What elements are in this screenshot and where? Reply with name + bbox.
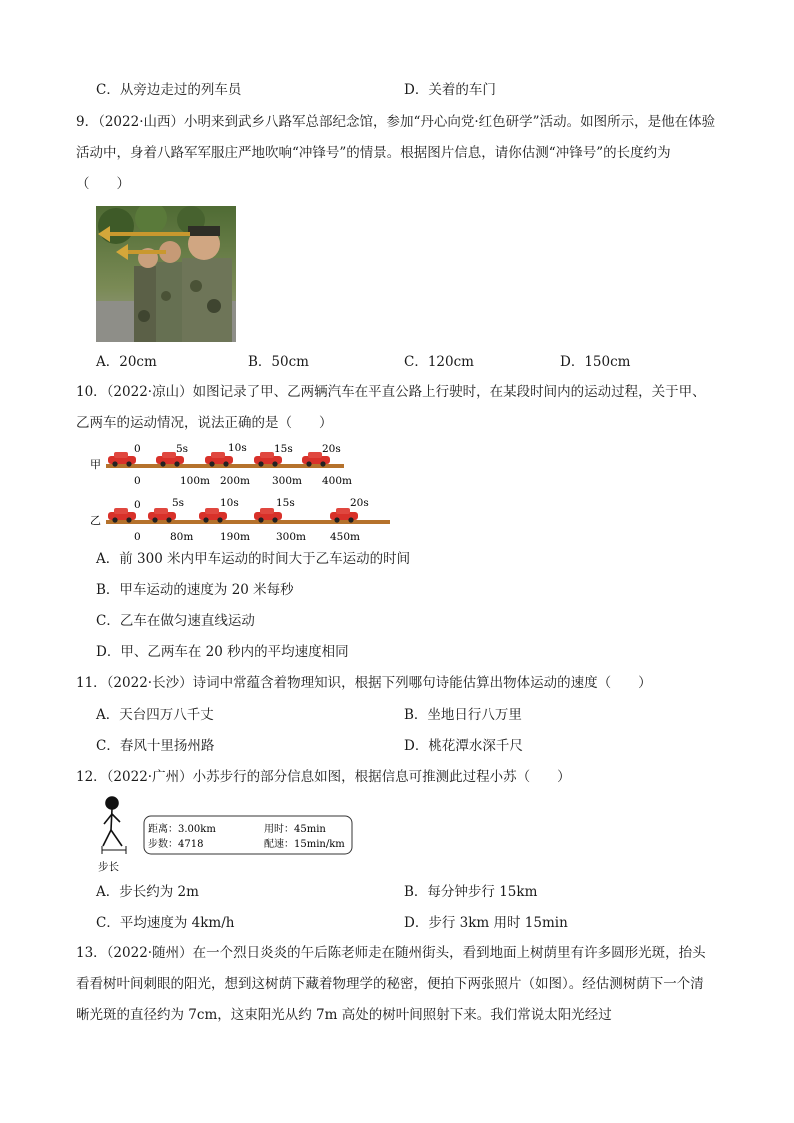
q9-option-d: D．150cm: [560, 354, 631, 370]
dist-jia-1: 100m: [180, 475, 210, 487]
q11-option-a: A．天台四万八千丈: [96, 707, 214, 723]
walk-steps: 步数：4718: [148, 839, 204, 850]
walk-distance: 距离：3.00km: [148, 824, 216, 835]
time-jia-1: 5s: [176, 443, 189, 455]
q12-stem: 12．（2022·广州）小苏步行的部分信息如图，根据信息可推测此过程小苏（ ）: [76, 769, 571, 785]
q9-option-c: C．120cm: [404, 354, 474, 370]
q12-option-d: D．步行 3km 用时 15min: [404, 915, 568, 931]
dist-yi-0: 0: [134, 531, 141, 543]
row-label-jia: 甲: [90, 458, 101, 471]
q10-option-c: C．乙车在做匀速直线运动: [96, 613, 255, 629]
q10-option-b: B．甲车运动的速度为 20 米每秒: [96, 582, 294, 598]
q12-option-b: B．每分钟步行 15km: [404, 884, 538, 900]
dist-yi-3: 300m: [276, 531, 306, 543]
q9-option-a: A．20cm: [96, 354, 157, 370]
q10-stem: 10．（2022·凉山）如图记录了甲、乙两辆汽车在平直公路上行驶时，在某段时间内的运动过程，关于甲、乙两车的运动情况，说法正确的是（ ）: [76, 384, 706, 431]
dist-jia-3: 300m: [272, 475, 302, 487]
dist-yi-1: 80m: [170, 531, 194, 543]
q10-motion-figure: [88, 440, 398, 544]
q12-option-c: C．平均速度为 4km/h: [96, 915, 235, 931]
q12-option-a: A．步长约为 2m: [96, 884, 199, 900]
time-jia-3: 15s: [274, 443, 293, 455]
dist-jia-0: 0: [134, 475, 141, 487]
walker-icon: [103, 797, 122, 846]
q9-bugle-photo: [96, 206, 236, 342]
q8-option-c: C．从旁边走过的列车员: [96, 82, 242, 98]
dist-jia-2: 200m: [220, 475, 250, 487]
time-jia-2: 10s: [228, 442, 247, 454]
time-jia-4: 20s: [322, 443, 341, 455]
time-yi-3: 15s: [276, 497, 295, 509]
time-yi-0: 0: [134, 499, 141, 511]
q11-option-c: C．春风十里扬州路: [96, 738, 215, 754]
time-yi-1: 5s: [172, 497, 185, 509]
q11-option-d: D．桃花潭水深千尺: [404, 738, 523, 754]
dist-jia-4: 400m: [322, 475, 352, 487]
q10-option-d: D．甲、乙两车在 20 秒内的平均速度相同: [96, 644, 349, 660]
walk-pace: 配速：15min/km: [264, 839, 345, 850]
dist-yi-2: 190m: [220, 531, 250, 543]
q12-walk-figure: [92, 794, 362, 876]
walk-time: 用时：45min: [264, 824, 326, 835]
q8-option-d: D．关着的车门: [404, 82, 496, 98]
q9-stem: 9．（2022·山西）小明来到武乡八路军总部纪念馆，参加“丹心向党·红色研学”活动。如图所示，是他在体验活动中，身着八路军军服庄严地吹响“冲锋号”的情景。根据图片信息，请你估测“冲锋号”的长度约为（ ）: [76, 114, 716, 192]
time-yi-4: 20s: [350, 497, 369, 509]
row-label-yi: 乙: [90, 514, 101, 527]
stride-caption: 步长: [98, 861, 119, 873]
q13-stem: 13．（2022·随州）在一个烈日炎炎的午后陈老师走在随州街头，看到地面上树荫里有许多圆形光斑，抬头看看树叶间刺眼的阳光，想到这树荫下藏着物理学的秘密，便拍下两张照片（如图）。经估测树荫下一个清晰光斑的直径约为 7cm，这束阳光从约 7m 高处的树叶间照射下来。我们常说太阳光经过: [76, 945, 706, 1023]
time-yi-2: 10s: [220, 497, 239, 509]
q11-stem: 11．（2022·长沙）诗词中常蕴含着物理知识，根据下列哪句诗能估算出物体运动的速度（ ）: [76, 675, 652, 691]
q11-option-b: B．坐地日行八万里: [404, 707, 522, 723]
q10-option-a: A．前 300 米内甲车运动的时间大于乙车运动的时间: [96, 551, 411, 567]
q9-option-b: B．50cm: [248, 354, 309, 370]
time-jia-0: 0: [134, 443, 141, 455]
dist-yi-4: 450m: [330, 531, 360, 543]
